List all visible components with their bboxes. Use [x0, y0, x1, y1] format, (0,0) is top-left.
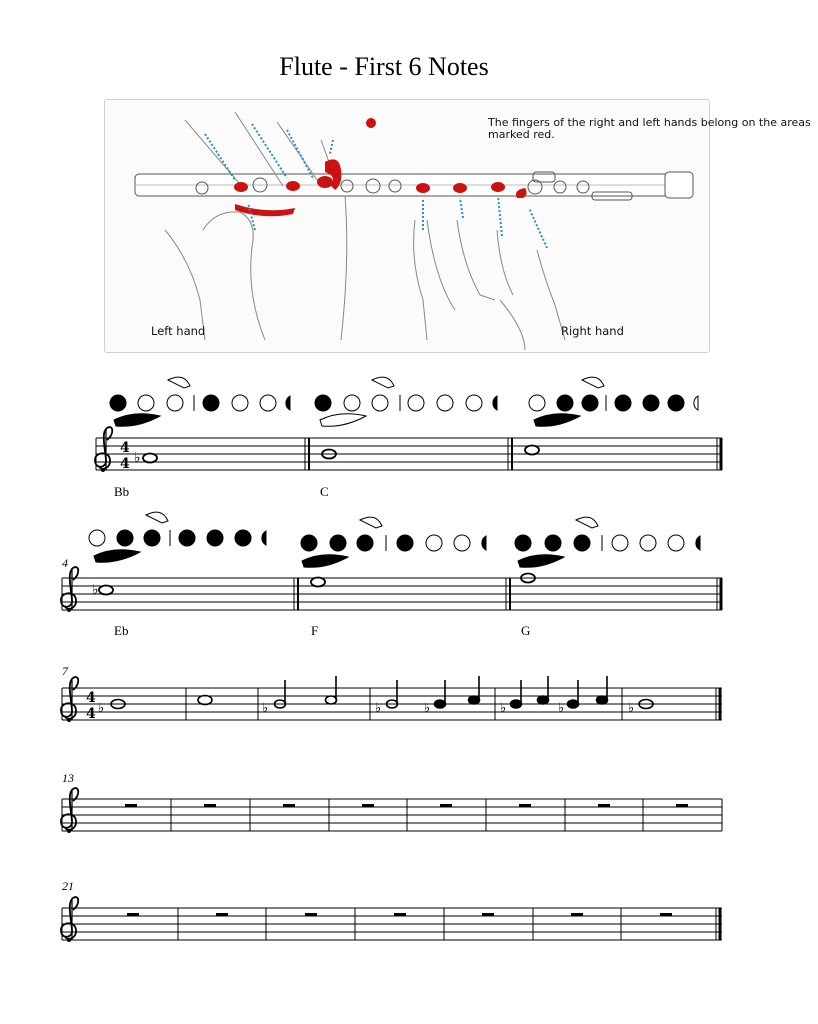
svg-text:♭: ♭ [98, 701, 105, 716]
page-title: Flute - First 6 Notes [279, 52, 489, 81]
fingering-row-1 [110, 377, 698, 426]
right-hand-label: Right hand [561, 324, 624, 338]
note-name-c: C [320, 484, 329, 499]
svg-text:♭: ♭ [134, 450, 141, 466]
measure-number-4: 4 [62, 556, 68, 570]
note-name-eb: Eb [114, 623, 129, 638]
note-name-g: G [521, 623, 531, 638]
svg-text:4: 4 [120, 440, 130, 456]
svg-text:♭: ♭ [424, 701, 431, 716]
fingering-row-2 [89, 512, 700, 567]
staff-3 [62, 688, 722, 720]
svg-text:♭: ♭ [558, 701, 565, 716]
svg-text:♭: ♭ [375, 701, 382, 716]
svg-text:♭: ♭ [92, 582, 99, 598]
note-name-bb: Bb [114, 484, 130, 499]
staff-1 [96, 438, 722, 470]
svg-text:♭: ♭ [262, 701, 269, 716]
measure-number-21: 21 [62, 879, 74, 893]
measure-number-7: 7 [62, 664, 68, 678]
svg-text:4: 4 [86, 706, 96, 722]
left-hand-label: Left hand [151, 324, 206, 338]
legend-text: The fingers of the right and left hands belong on the areas marked red. [488, 116, 811, 141]
svg-text:4: 4 [120, 456, 130, 472]
staff-5 [62, 908, 722, 940]
measure-number-13: 13 [62, 771, 74, 785]
staff-4 [62, 799, 722, 831]
svg-text:♭: ♭ [628, 701, 635, 716]
staff-2 [62, 578, 722, 610]
svg-text:♭: ♭ [500, 701, 507, 716]
svg-text:4: 4 [86, 690, 96, 706]
note-name-f: F [311, 623, 319, 638]
